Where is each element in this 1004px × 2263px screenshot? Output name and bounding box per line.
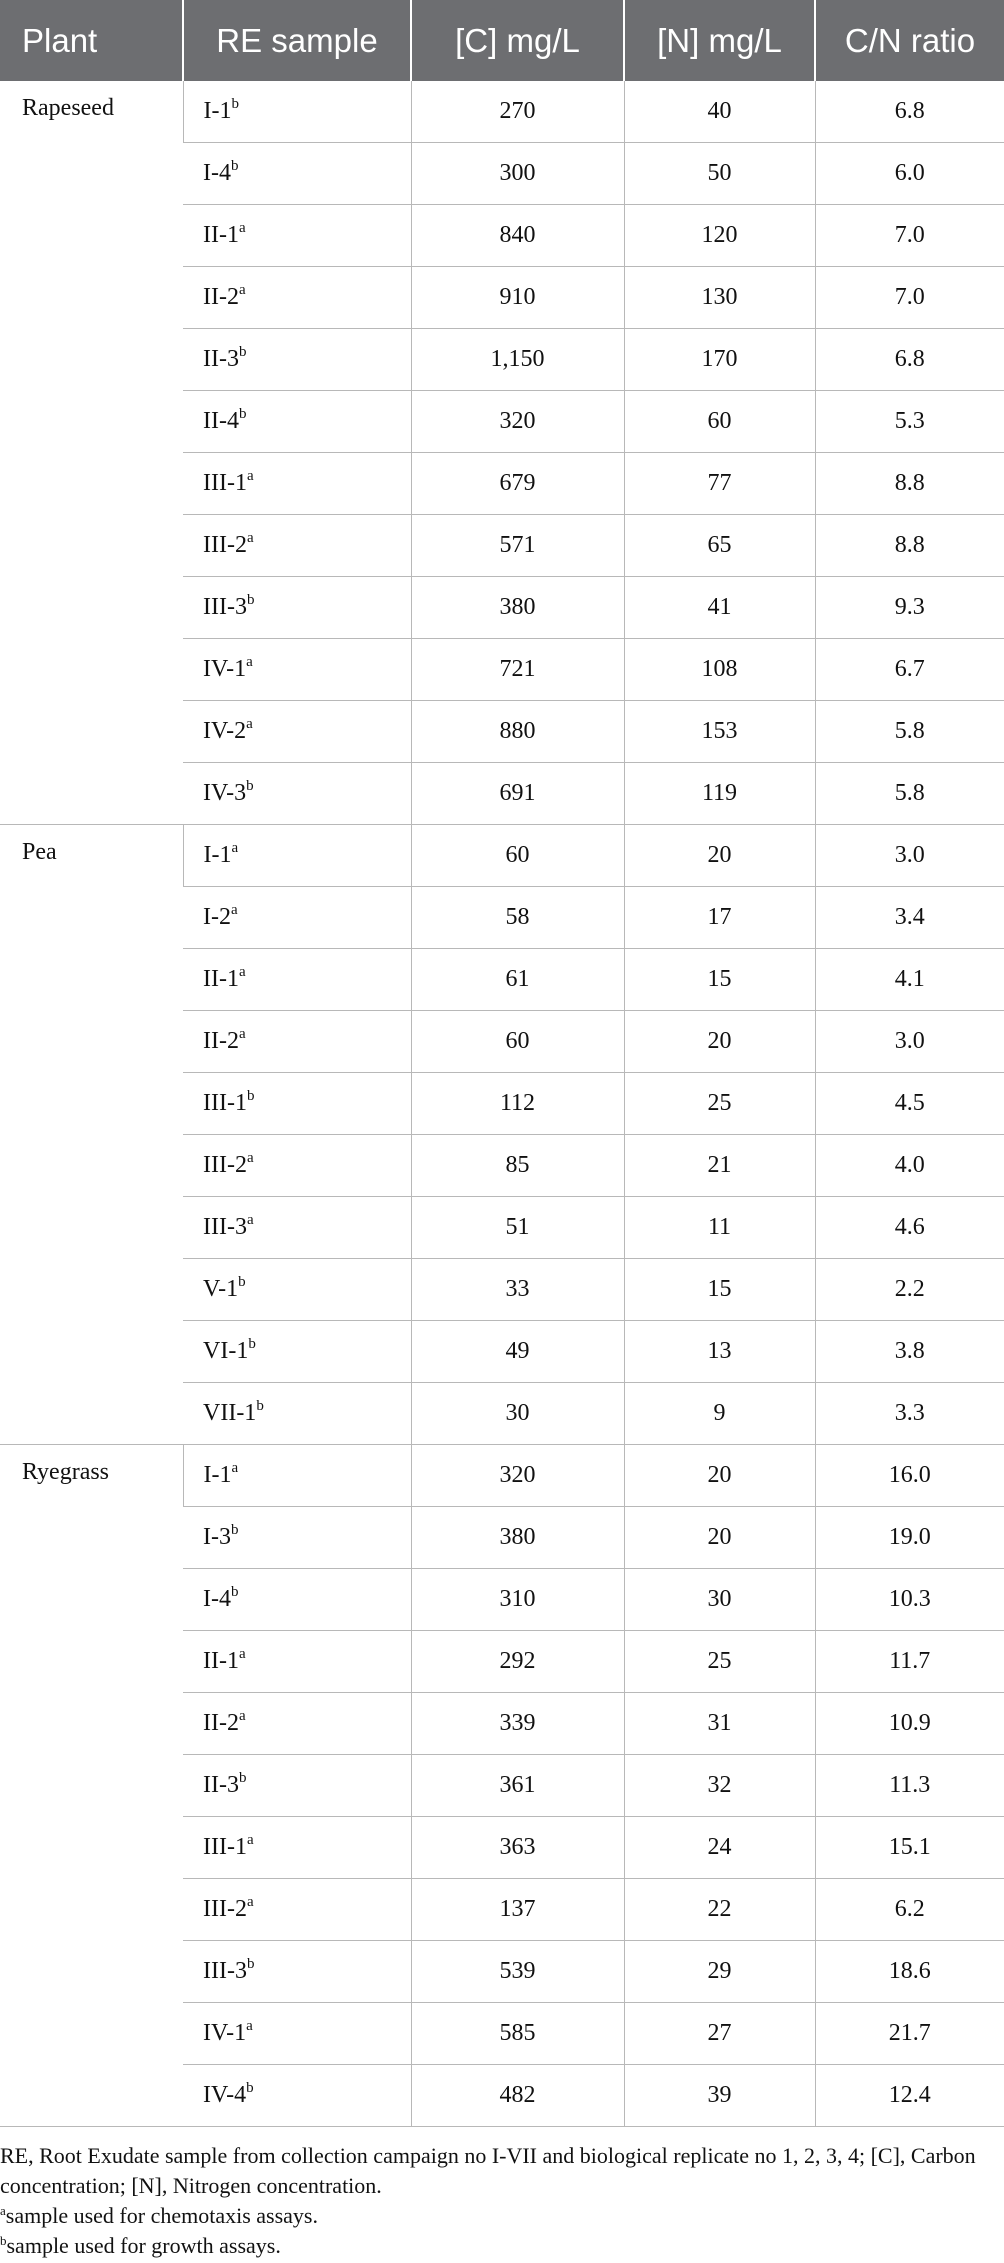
cn-ratio-cell: 3.3 (815, 1383, 1004, 1445)
cn-ratio-cell: 10.9 (815, 1693, 1004, 1755)
re-sample-id: II-4 (203, 408, 239, 434)
re-sample-id: I-3 (203, 1524, 231, 1550)
footnote-mark: a (238, 220, 246, 236)
re-sample-id: IV-3 (203, 780, 247, 806)
footnote-mark: a (246, 654, 253, 670)
carbon-cell: 539 (411, 1941, 624, 2003)
footnote-b (0, 2231, 1004, 2261)
re-sample-cell (183, 1569, 411, 1631)
cn-ratio-cell: 16.0 (815, 1445, 1004, 1507)
footnote-mark: b (230, 1584, 239, 1600)
re-sample-cell (183, 825, 411, 887)
re-sample-cell (183, 1259, 411, 1321)
carbon-cell: 85 (411, 1135, 624, 1197)
nitrogen-cell: 50 (624, 143, 815, 205)
nitrogen-cell: 153 (624, 701, 815, 763)
re-sample-id: I-2 (203, 904, 231, 930)
re-sample-id: II-3 (203, 1772, 239, 1798)
header-re-sample: RE sample (183, 0, 411, 81)
re-sample-cell (183, 391, 411, 453)
plant-name-cell: Ryegrass (0, 1445, 183, 2127)
re-sample-id: II-1 (203, 222, 239, 248)
carbon-cell: 840 (411, 205, 624, 267)
nitrogen-cell: 20 (624, 1507, 815, 1569)
re-sample-cell (183, 1321, 411, 1383)
footnote-a-text: sample used for chemotaxis assays. (5, 2203, 318, 2228)
nitrogen-cell: 120 (624, 205, 815, 267)
nitrogen-cell: 39 (624, 2065, 815, 2127)
re-sample-id: I-1 (203, 1462, 232, 1488)
re-sample-cell (183, 1693, 411, 1755)
carbon-cell: 679 (411, 453, 624, 515)
re-sample-id: III-3 (203, 1958, 247, 1984)
table-body (0, 81, 1004, 2127)
nitrogen-cell: 13 (624, 1321, 815, 1383)
table-notes (0, 2127, 1004, 2261)
carbon-cell: 320 (411, 391, 624, 453)
re-sample-id: III-2 (203, 1152, 247, 1178)
footnote-a-mark: a (0, 2203, 6, 2218)
cn-ratio-cell: 10.3 (815, 1569, 1004, 1631)
nitrogen-cell: 15 (624, 1259, 815, 1321)
re-sample-id: IV-1 (203, 2020, 247, 2046)
carbon-cell: 30 (411, 1383, 624, 1445)
re-sample-id: V-1 (203, 1276, 239, 1302)
re-sample-id: II-3 (203, 346, 239, 372)
cn-ratio-cell: 19.0 (815, 1507, 1004, 1569)
header-nitrogen: [N] mg/L (624, 0, 815, 81)
re-sample-cell (183, 1755, 411, 1817)
re-sample-id: III-1 (203, 1834, 247, 1860)
carbon-cell: 380 (411, 577, 624, 639)
footnote-mark: a (231, 840, 239, 856)
re-sample-cell (183, 887, 411, 949)
nitrogen-cell: 170 (624, 329, 815, 391)
carbon-cell: 137 (411, 1879, 624, 1941)
re-sample-cell (183, 1817, 411, 1879)
footnote-a (0, 2201, 1004, 2231)
carbon-cell: 60 (411, 1011, 624, 1073)
footnote-mark: b (246, 592, 255, 608)
nitrogen-cell: 17 (624, 887, 815, 949)
footnote-mark: a (246, 530, 254, 546)
carbon-cell: 112 (411, 1073, 624, 1135)
nitrogen-cell: 9 (624, 1383, 815, 1445)
carbon-cell: 380 (411, 1507, 624, 1569)
footnote-mark: a (246, 1150, 254, 1166)
nitrogen-cell: 31 (624, 1693, 815, 1755)
cn-ratio-cell: 3.8 (815, 1321, 1004, 1383)
carbon-cell: 33 (411, 1259, 624, 1321)
footnote-mark: b (246, 778, 254, 794)
cn-ratio-cell: 8.8 (815, 515, 1004, 577)
header-plant: Plant (0, 0, 183, 81)
carbon-cell: 361 (411, 1755, 624, 1817)
carbon-cell: 310 (411, 1569, 624, 1631)
re-sample-cell (183, 515, 411, 577)
carbon-cell: 585 (411, 2003, 624, 2065)
re-sample-id: IV-1 (203, 656, 247, 682)
footnote-mark: b (230, 158, 239, 174)
carbon-cell: 270 (411, 81, 624, 143)
footnote-mark: b (231, 96, 239, 112)
carbon-cell: 482 (411, 2065, 624, 2127)
re-sample-cell (183, 1197, 411, 1259)
nitrogen-cell: 32 (624, 1755, 815, 1817)
nitrogen-cell: 21 (624, 1135, 815, 1197)
cn-ratio-cell: 12.4 (815, 2065, 1004, 2127)
re-sample-cell (183, 763, 411, 825)
cn-ratio-cell: 3.0 (815, 825, 1004, 887)
re-sample-id: III-1 (203, 470, 247, 496)
cn-ratio-cell: 11.7 (815, 1631, 1004, 1693)
nitrogen-cell: 119 (624, 763, 815, 825)
carbon-cell: 292 (411, 1631, 624, 1693)
cn-ratio-cell: 7.0 (815, 205, 1004, 267)
nitrogen-cell: 30 (624, 1569, 815, 1631)
footnote-mark: a (238, 964, 246, 980)
re-sample-cell (183, 205, 411, 267)
re-sample-id: II-2 (203, 284, 239, 310)
cn-ratio-cell: 6.7 (815, 639, 1004, 701)
nitrogen-cell: 108 (624, 639, 815, 701)
re-sample-id: I-4 (203, 160, 231, 186)
abbreviations-note: RE, Root Exudate sample from collection campaign no I-VII and biological replicate no 1, 2, 3, 4; [C], Carbon concentration; [N], Nitrogen concentration. (0, 2143, 976, 2198)
carbon-cell: 339 (411, 1693, 624, 1755)
re-sample-id: III-1 (203, 1090, 247, 1116)
cn-ratio-cell: 4.0 (815, 1135, 1004, 1197)
re-sample-cell (183, 453, 411, 515)
re-sample-cell (183, 949, 411, 1011)
footnote-mark: a (238, 1708, 246, 1724)
re-sample-cell (183, 1073, 411, 1135)
footnote-mark: a (230, 902, 238, 918)
cn-ratio-cell: 4.5 (815, 1073, 1004, 1135)
footnote-mark: a (231, 1460, 239, 1476)
nitrogen-cell: 20 (624, 1445, 815, 1507)
cn-ratio-cell: 7.0 (815, 267, 1004, 329)
footnote-mark: a (246, 468, 254, 484)
cn-ratio-cell: 6.8 (815, 81, 1004, 143)
cn-ratio-cell: 6.2 (815, 1879, 1004, 1941)
re-sample-id: III-2 (203, 1896, 247, 1922)
carbon-cell: 51 (411, 1197, 624, 1259)
footnote-mark: b (238, 1274, 246, 1290)
footnote-mark: b (238, 406, 247, 422)
footnote-mark: b (248, 1336, 256, 1352)
nitrogen-cell: 65 (624, 515, 815, 577)
header-row (0, 0, 1004, 81)
re-sample-id: III-3 (203, 594, 247, 620)
footnote-mark: a (246, 1212, 254, 1228)
re-sample-id: III-3 (203, 1214, 247, 1240)
footnote-b-mark: b (0, 2233, 7, 2248)
cn-ratio-cell: 3.0 (815, 1011, 1004, 1073)
nitrogen-cell: 22 (624, 1879, 815, 1941)
footnote-mark: a (238, 1026, 246, 1042)
cn-ratio-cell: 11.3 (815, 1755, 1004, 1817)
footnote-mark: a (246, 716, 253, 732)
carbon-cell: 880 (411, 701, 624, 763)
footnote-mark: b (246, 2080, 254, 2096)
nitrogen-cell: 41 (624, 577, 815, 639)
cn-ratio-cell: 2.2 (815, 1259, 1004, 1321)
footnote-mark: a (246, 1832, 254, 1848)
re-sample-id: III-2 (203, 532, 247, 558)
re-sample-cell (183, 143, 411, 205)
footnote-mark: a (238, 1646, 246, 1662)
re-sample-id: IV-2 (203, 718, 247, 744)
table-row (0, 81, 1004, 143)
plant-name-cell: Pea (0, 825, 183, 1445)
footnote-mark: a (246, 1894, 254, 1910)
cn-ratio-cell: 4.6 (815, 1197, 1004, 1259)
footnote-mark: b (246, 1956, 255, 1972)
cn-ratio-cell: 8.8 (815, 453, 1004, 515)
re-sample-id: II-2 (203, 1028, 239, 1054)
re-sample-id: I-1 (203, 842, 232, 868)
cn-ratio-cell: 3.4 (815, 887, 1004, 949)
re-sample-cell (183, 2003, 411, 2065)
re-sample-id: II-1 (203, 1648, 239, 1674)
carbon-cell: 49 (411, 1321, 624, 1383)
footnote-mark: b (230, 1522, 239, 1538)
footnote-mark: b (238, 344, 247, 360)
nitrogen-cell: 130 (624, 267, 815, 329)
re-sample-id: VI-1 (203, 1338, 249, 1364)
re-sample-id: II-1 (203, 966, 239, 992)
nitrogen-cell: 20 (624, 825, 815, 887)
re-sample-cell (183, 1135, 411, 1197)
re-sample-cell (183, 329, 411, 391)
footnote-mark: b (246, 1088, 255, 1104)
carbon-cell: 58 (411, 887, 624, 949)
re-sample-cell (183, 81, 411, 143)
re-sample-cell (183, 1879, 411, 1941)
carbon-cell: 691 (411, 763, 624, 825)
cn-ratio-cell: 18.6 (815, 1941, 1004, 2003)
re-sample-id: I-4 (203, 1586, 231, 1612)
carbon-cell: 1,150 (411, 329, 624, 391)
re-sample-cell (183, 267, 411, 329)
re-sample-cell (183, 1941, 411, 2003)
nitrogen-cell: 15 (624, 949, 815, 1011)
nitrogen-cell: 77 (624, 453, 815, 515)
nitrogen-cell: 24 (624, 1817, 815, 1879)
re-sample-cell (183, 1445, 411, 1507)
cn-ratio-cell: 9.3 (815, 577, 1004, 639)
carbon-cell: 721 (411, 639, 624, 701)
re-sample-cell (183, 1631, 411, 1693)
table-row (0, 825, 1004, 887)
nitrogen-cell: 25 (624, 1073, 815, 1135)
carbon-cell: 910 (411, 267, 624, 329)
re-sample-id: II-2 (203, 1710, 239, 1736)
cn-ratio-cell: 15.1 (815, 1817, 1004, 1879)
carbon-cell: 300 (411, 143, 624, 205)
re-sample-id: IV-4 (203, 2082, 247, 2108)
nitrogen-cell: 25 (624, 1631, 815, 1693)
re-sample-cell (183, 1383, 411, 1445)
cn-ratio-cell: 6.8 (815, 329, 1004, 391)
nitrogen-cell: 11 (624, 1197, 815, 1259)
re-sample-cell (183, 577, 411, 639)
footnote-mark: a (246, 2018, 253, 2034)
cn-ratio-cell: 5.8 (815, 701, 1004, 763)
re-sample-cell (183, 701, 411, 763)
nitrogen-cell: 40 (624, 81, 815, 143)
footnote-b-text: sample used for growth assays. (6, 2233, 281, 2258)
carbon-cell: 61 (411, 949, 624, 1011)
re-sample-cell (183, 1011, 411, 1073)
cn-ratio-cell: 5.3 (815, 391, 1004, 453)
nitrogen-cell: 60 (624, 391, 815, 453)
nitrogen-cell: 29 (624, 1941, 815, 2003)
header-carbon: [C] mg/L (411, 0, 624, 81)
cn-ratio-cell: 6.0 (815, 143, 1004, 205)
carbon-cell: 320 (411, 1445, 624, 1507)
nitrogen-cell: 27 (624, 2003, 815, 2065)
re-sample-id: I-1 (203, 98, 232, 124)
carbon-cell: 363 (411, 1817, 624, 1879)
plant-name-cell: Rapeseed (0, 81, 183, 825)
footnote-mark: b (256, 1398, 264, 1414)
nitrogen-cell: 20 (624, 1011, 815, 1073)
re-sample-id: VII-1 (203, 1400, 257, 1426)
re-sample-cell (183, 639, 411, 701)
footnote-mark: b (238, 1770, 247, 1786)
carbon-cell: 571 (411, 515, 624, 577)
re-sample-cell (183, 1507, 411, 1569)
footnote-mark: a (238, 282, 246, 298)
cn-ratio-cell: 5.8 (815, 763, 1004, 825)
cn-ratio-cell: 21.7 (815, 2003, 1004, 2065)
header-cn-ratio: C/N ratio (815, 0, 1004, 81)
re-sample-cell (183, 2065, 411, 2127)
carbon-cell: 60 (411, 825, 624, 887)
table-row (0, 1445, 1004, 1507)
cn-ratio-cell: 4.1 (815, 949, 1004, 1011)
